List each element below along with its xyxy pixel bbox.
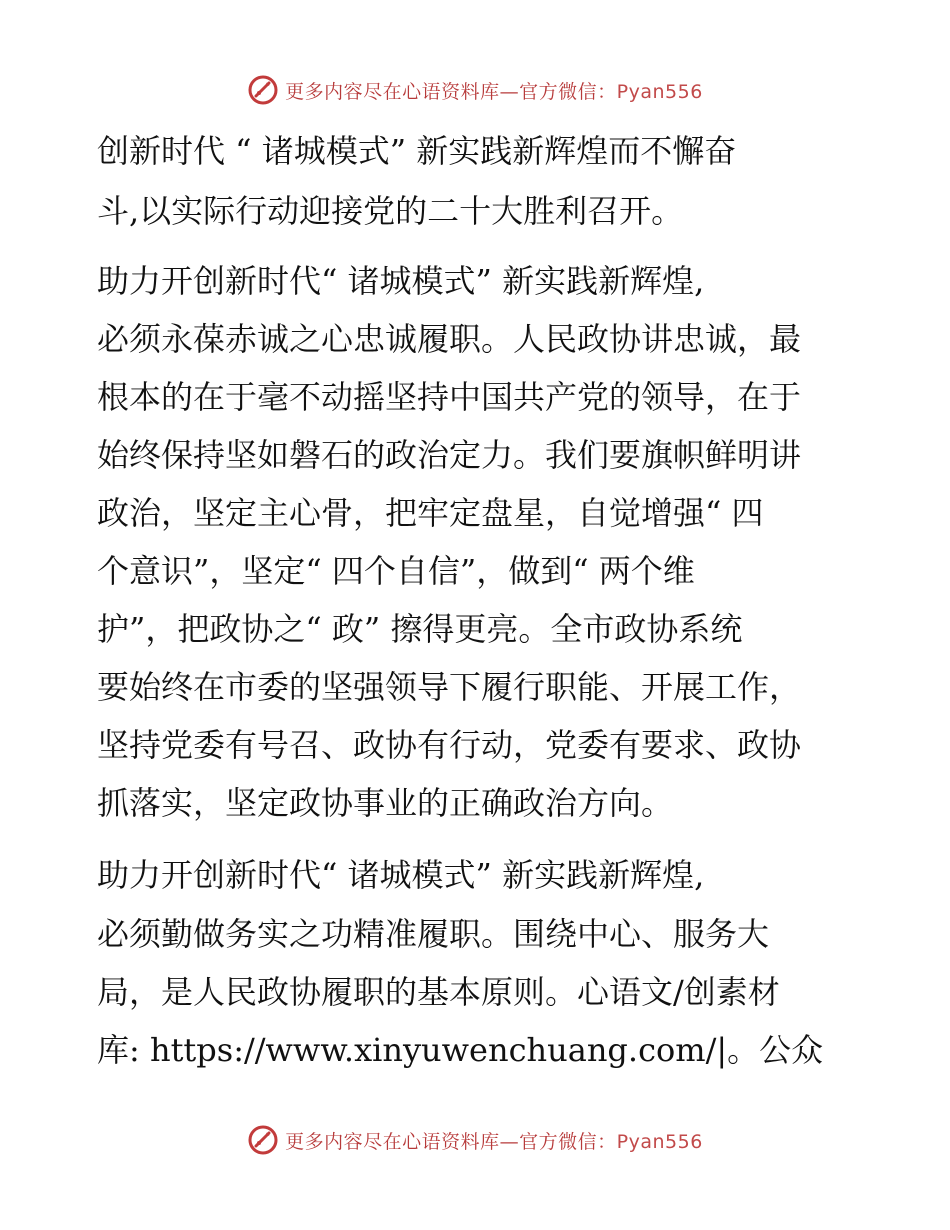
- text-line: 个意识”，坚定“ 四个自信”，做到“ 两个维: [97, 552, 695, 590]
- watermark-text: [285, 77, 703, 104]
- text-line: 局，是人民政协履职的基本原则。心语文/创素材: [97, 973, 780, 1011]
- text-line: 必须勤做务实之功精准履职。围绕中心、服务大: [97, 915, 770, 953]
- text-line: 抓落实，坚定政协事业的正确政治方向。: [97, 784, 674, 822]
- watermark-label: 更多内容尽在心语资料库—官方微信：: [285, 1130, 617, 1153]
- logo-icon: [247, 74, 279, 106]
- text-line: 坚持党委有号召、政协有行动，党委有要求、政协: [97, 726, 802, 764]
- watermark-text: [285, 1127, 703, 1154]
- text-line: 护”，把政协之“ 政” 擦得更亮。全市政协系统: [97, 610, 743, 648]
- text-line: 政治，坚定主心骨，把牢定盘星，自觉增强“ 四: [97, 494, 764, 532]
- text-line: 库: https://www.xinyuwenchuang.com/|。公众: [97, 1031, 824, 1069]
- watermark-label: 更多内容尽在心语资料库—官方微信：: [285, 80, 617, 103]
- watermark-bottom: [0, 1120, 950, 1160]
- text-line: 助力开创新时代“ 诸城模式” 新实践新辉煌,: [97, 856, 705, 894]
- text-line: 要始终在市委的坚强领导下履行职能、开展工作，: [97, 668, 802, 706]
- text-line: 助力开创新时代“ 诸城模式” 新实践新辉煌,: [97, 262, 705, 300]
- text-line: 斗,以实际行动迎接党的二十大胜利召开。: [97, 192, 684, 230]
- watermark-top: [0, 70, 950, 110]
- text-line: 创新时代 “ 诸城模式” 新实践新辉煌而不懈奋: [97, 132, 737, 170]
- text-line: 必须永葆赤诚之心忠诚履职。人民政协讲忠诚，最: [97, 320, 802, 358]
- watermark-wechat-id: Pyan556: [616, 1130, 703, 1153]
- logo-icon: [247, 1124, 279, 1156]
- watermark-wechat-id: Pyan556: [616, 80, 703, 103]
- text-line: 始终保持坚如磐石的政治定力。我们要旗帜鲜明讲: [97, 436, 802, 474]
- text-line: 根本的在于毫不动摇坚持中国共产党的领导，在于: [97, 378, 802, 416]
